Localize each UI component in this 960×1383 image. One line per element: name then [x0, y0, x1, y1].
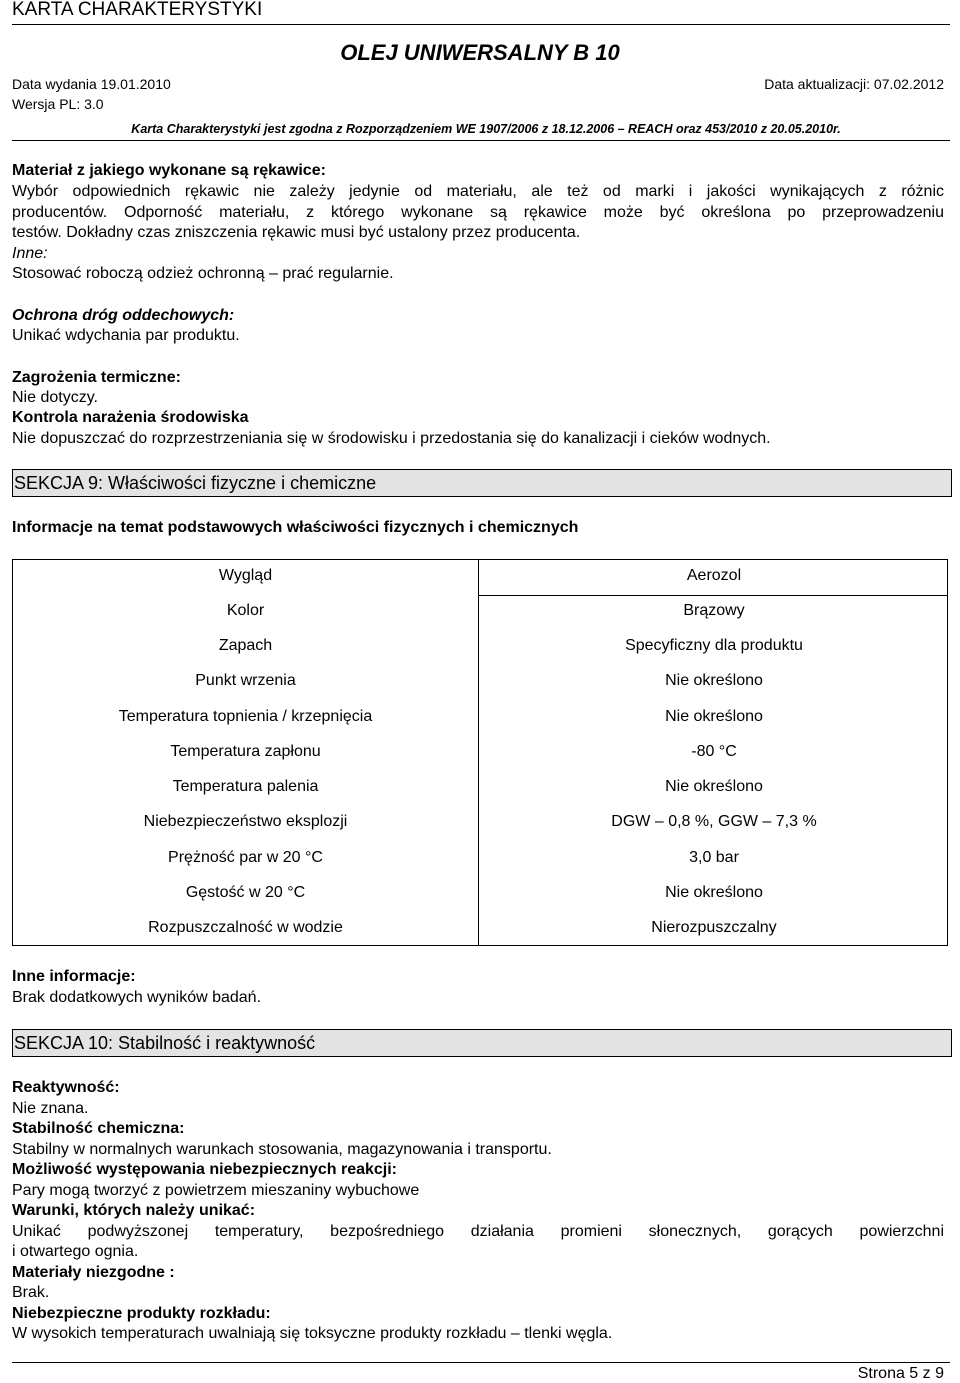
footer-divider [12, 1362, 950, 1363]
table-row [13, 771, 949, 806]
property-name: Temperatura zapłonu [170, 743, 321, 760]
decomposition-text: W wysokich temperaturach uwalniają się toksyczne produkty rozkładu – tlenki węgla. [12, 1325, 613, 1342]
gloves-text-line: Wybór odpowiednich rękawic nie zależy jedynie od materiału, ale też od marki i jakości wynikających z różnic [12, 183, 944, 200]
property-name: Gęstość w 20 °C [185, 884, 306, 901]
table-row [13, 665, 949, 700]
property-name: Niebezpieczeństwo eksplozji [143, 813, 348, 830]
property-value: Aerozol [686, 567, 742, 584]
other-info-heading: Inne informacje: [12, 968, 136, 985]
property-value: DGW – 0,8 %, GGW – 7,3 % [611, 813, 817, 830]
table-row [13, 595, 949, 630]
property-value: Brązowy [683, 602, 745, 619]
avoid-text-line: Unikać podwyższonej temperatury, bezpośredniego działania promieni słonecznych, gorących powierzchni [12, 1223, 944, 1240]
version: Wersja PL: 3.0 [12, 96, 104, 112]
thermal-text: Nie dotyczy. [12, 389, 98, 406]
property-value: Nie określono [665, 884, 763, 901]
properties-table [12, 559, 948, 946]
avoid-text-line: i otwartego ognia. [12, 1243, 139, 1260]
header-bottom-divider [12, 140, 950, 141]
property-value: 3,0 bar [689, 849, 739, 866]
gloves-text-line: producentów. Odporność materiału, z którego wykonane są rękawice może być określona po przeprowadzeniu [12, 204, 944, 221]
issue-date: Data wydania 19.01.2010 [12, 76, 171, 92]
table-row [13, 701, 949, 736]
gloves-text-line: testów. Dokładny czas zniszczenia rękawic musi być ustalony przez producenta. [12, 224, 581, 241]
property-name: Temperatura topnienia / krzepnięcia [118, 708, 373, 725]
other-heading: Inne: [12, 245, 48, 262]
table-row [13, 877, 949, 912]
property-name: Zapach [218, 637, 273, 654]
table-row [13, 842, 949, 877]
product-name: OLEJ UNIWERSALNY B 10 [340, 40, 620, 65]
decomposition-heading: Niebezpieczne produkty rozkładu: [12, 1305, 271, 1322]
update-date: Data aktualizacji: 07.02.2012 [764, 76, 944, 92]
property-value: -80 °C [691, 743, 737, 760]
property-name: Kolor [226, 602, 265, 619]
property-name: Prężność par w 20 °C [168, 849, 323, 866]
other-info-text: Brak dodatkowych wyników badań. [12, 989, 262, 1006]
section-10-title: SEKCJA 10: Stabilność i reaktywność [14, 1033, 316, 1053]
hazardous-reactions-heading: Możliwość występowania niebezpiecznych reakcji: [12, 1161, 398, 1178]
document-title: KARTA CHARAKTERYSTYKI [12, 0, 263, 20]
section-10-header [12, 1029, 952, 1057]
respiratory-text: Unikać wdychania par produktu. [12, 327, 240, 344]
section-9-subtitle: Informacje na temat podstawowych właściwości fizycznych i chemicznych [12, 519, 579, 536]
property-name: Temperatura palenia [172, 778, 319, 795]
avoid-heading: Warunki, których należy unikać: [12, 1202, 256, 1219]
reactivity-text: Nie znana. [12, 1100, 89, 1117]
property-name: Rozpuszczalność w wodzie [148, 919, 343, 936]
property-value: Nierozpuszczalny [651, 919, 777, 936]
section-9-title: SEKCJA 9: Właściwości fizyczne i chemiczne [14, 473, 377, 493]
regulation-note: Karta Charakterystyki jest zgodna z Rozporządzeniem WE 1907/2006 z 18.12.2006 – REACH oraz 453/2010 z 20.05.2010r. [131, 122, 841, 136]
thermal-heading: Zagrożenia termiczne: [12, 369, 181, 386]
property-value: Nie określono [665, 672, 763, 689]
section-9-header [12, 469, 952, 497]
table-row [13, 630, 949, 665]
table-row [13, 806, 949, 841]
gloves-heading: Materiał z jakiego wykonane są rękawice: [12, 162, 326, 179]
table-row [13, 736, 949, 771]
environment-text: Nie dopuszczać do rozprzestrzeniania się w środowisku i przedostania się do kanalizacji i cieków wodnych. [12, 430, 771, 447]
table-row [13, 560, 949, 595]
property-value: Nie określono [665, 708, 763, 725]
property-name: Punkt wrzenia [195, 672, 296, 689]
incompatible-heading: Materiały niezgodne : [12, 1264, 175, 1281]
stability-text: Stabilny w normalnych warunkach stosowania, magazynowania i transportu. [12, 1141, 552, 1158]
incompatible-text: Brak. [12, 1284, 50, 1301]
environment-heading: Kontrola narażenia środowiska [12, 409, 249, 426]
table-row [13, 912, 949, 947]
reactivity-heading: Reaktywność: [12, 1079, 120, 1096]
other-text: Stosować roboczą odzież ochronną – prać regularnie. [12, 265, 394, 282]
property-value: Specyficzny dla produktu [625, 637, 803, 654]
property-name: Wygląd [218, 567, 273, 584]
header-divider [12, 24, 950, 25]
page-number: Strona 5 z 9 [857, 1365, 944, 1382]
respiratory-heading: Ochrona dróg oddechowych: [12, 307, 235, 324]
stability-heading: Stabilność chemiczna: [12, 1120, 185, 1137]
hazardous-reactions-text: Pary mogą tworzyć z powietrzem mieszaniny wybuchowe [12, 1182, 420, 1199]
property-value: Nie określono [665, 778, 763, 795]
